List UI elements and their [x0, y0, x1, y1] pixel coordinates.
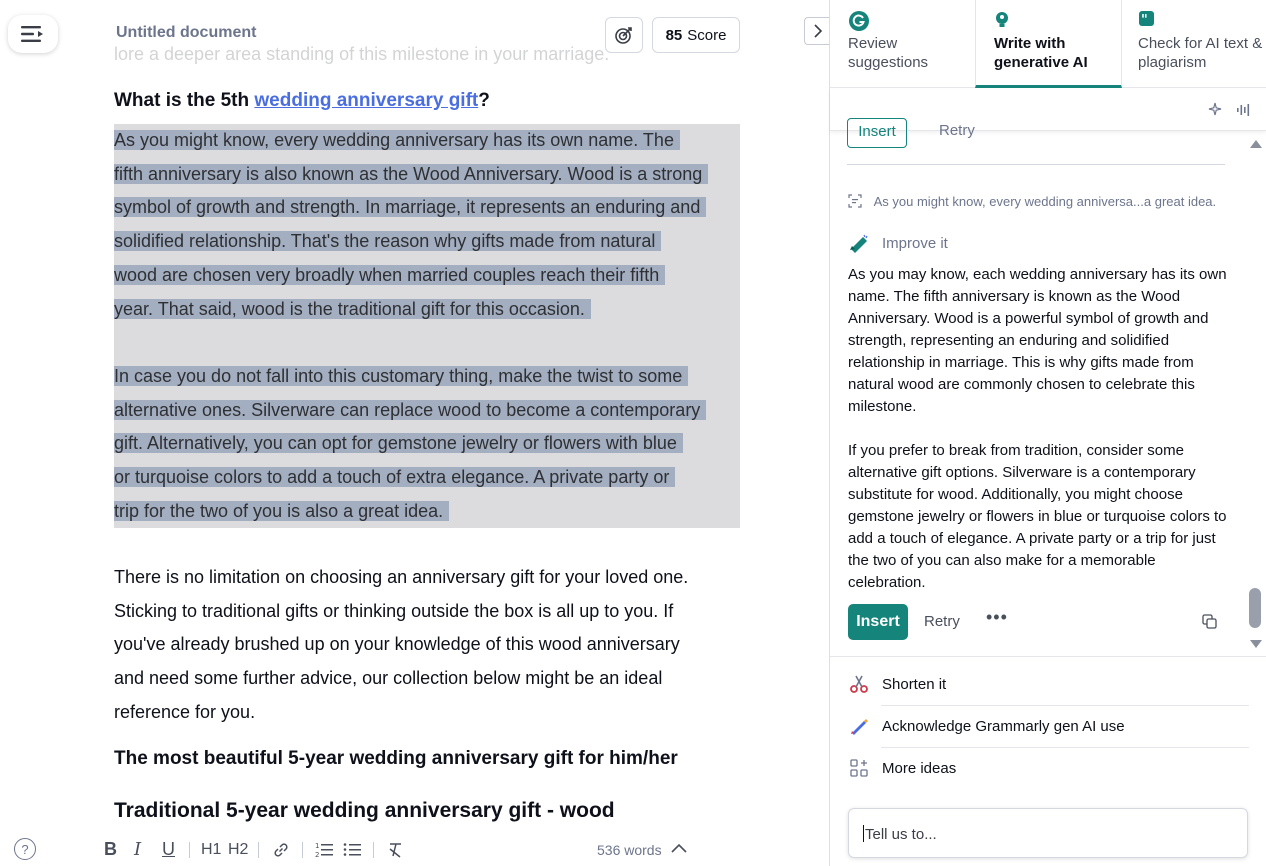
scroll-down-arrow-icon[interactable] [1250, 640, 1262, 648]
text-line: alternative ones. Silverware can replace wood to become a contemporary [114, 399, 701, 420]
tab-write-generative-ai[interactable] [975, 0, 1122, 88]
voice-icon[interactable] [1236, 102, 1252, 118]
prompt-input[interactable] [848, 808, 1248, 858]
text-line: and need some further advice, our collection below might be an ideal [114, 668, 663, 689]
selection-icon [848, 194, 862, 208]
tab-review-suggestions[interactable] [830, 0, 976, 88]
assistant-panel [829, 0, 1265, 866]
anniversary-gift-link[interactable]: wedding anniversary gift [254, 90, 479, 111]
text-line: year. That said, wood is the traditional gift for this occasion. [114, 298, 585, 319]
bulb-icon [994, 10, 1016, 32]
svg-text:": " [1141, 13, 1148, 28]
previous-insert-button[interactable]: Insert [847, 118, 907, 148]
panel-tabs [830, 0, 1266, 88]
toolbar-divider [258, 842, 259, 858]
pencil-icon [848, 234, 870, 252]
text-line: In case you do not fall into this customary thing, make the twist to some [114, 366, 683, 386]
collapse-panel-button[interactable] [804, 17, 830, 45]
chevron-up-icon[interactable] [671, 843, 687, 855]
heading2-button[interactable]: H2 [228, 841, 249, 858]
format-toolbar [0, 830, 830, 866]
grammarly-logo-icon [848, 10, 870, 32]
suggestion-scroll-area[interactable] [830, 122, 1266, 656]
idea-shorten-it[interactable] [848, 663, 1250, 705]
text-line: or turquoise colors to add a touch of extra elegance. A private party or [114, 467, 670, 488]
insert-button[interactable]: Insert [848, 604, 908, 640]
text-line: reference for you. [114, 701, 256, 722]
quote-icon [1138, 10, 1160, 32]
previous-suggestion-actions [847, 118, 1227, 148]
svg-text:1: 1 [315, 842, 320, 850]
text-line: As you might know, every wedding anniversary has its own name. The [114, 130, 674, 150]
heading-traditional-wood: Traditional 5-year wedding anniversary gift - wood [114, 799, 615, 822]
svg-text:2: 2 [315, 851, 320, 859]
toolbar-divider [189, 842, 190, 858]
idea-acknowledge-ai-use[interactable] [848, 705, 1250, 747]
scrollbar-thumb[interactable] [1249, 588, 1261, 628]
idea-label: Shorten it [882, 675, 947, 693]
prompt-placeholder: Tell us to... [865, 826, 937, 843]
paragraph-selected-1[interactable] [114, 124, 744, 326]
menu-icon [21, 25, 45, 43]
tab-label: Write with generative AI [994, 35, 1088, 71]
text-line: symbol of growth and strength. In marriage, it represents an enduring and [114, 197, 701, 218]
text-line: Sticking to traditional gifts or thinking outside the box is all up to you. If [114, 600, 674, 621]
tab-check-ai-plagiarism[interactable] [1120, 0, 1266, 88]
clear-format-icon[interactable] [387, 841, 405, 859]
target-icon [614, 25, 634, 45]
score-button[interactable] [652, 17, 740, 53]
heading-what-is-5th [114, 90, 490, 112]
document-title[interactable]: Untitled document [116, 24, 257, 41]
tab-label: Review suggestions [848, 35, 929, 71]
heading-most-beautiful: The most beautiful 5-year wedding anniversary gift for him/her [114, 748, 678, 769]
paragraph-3[interactable] [114, 561, 744, 730]
result-paragraph: As you may know, each wedding anniversary has its own name. The fifth anniversary is known as the Wood Anniversary. Wood is a powerful symbol of growth and strength, representing an enduring and solidified relationship in marriage. This is why gifts made from natural wood are commonly chosen to celebrate this milestone. [848, 266, 1227, 415]
heading-text: What is the 5th [114, 90, 255, 111]
copy-icon[interactable] [1202, 614, 1218, 630]
tab-label: Check for AI text & plagiarism [1138, 35, 1263, 71]
text-line: you've already brushed up on your knowledge of this wood anniversary [114, 634, 680, 655]
bold-button[interactable]: B [104, 839, 117, 859]
word-count[interactable]: 536 words [597, 842, 662, 858]
toolbar-divider [373, 842, 374, 858]
more-options-button[interactable]: ••• [986, 607, 1008, 627]
idea-label: More ideas [882, 759, 957, 777]
goals-button[interactable] [605, 17, 643, 53]
sparkle-icon[interactable] [1208, 102, 1224, 118]
text-line: fifth anniversary is also known as the Wood Anniversary. Wood is a strong [114, 163, 703, 184]
chevron-right-icon [813, 24, 823, 38]
improve-label: Improve it [882, 234, 948, 252]
grid-icon [850, 759, 868, 777]
text-line: wood are chosen very broadly when married couples reach their fifth [114, 264, 660, 285]
suggestion-actions [848, 604, 1228, 640]
panel-scrollbar[interactable] [1245, 132, 1265, 656]
idea-more-ideas[interactable] [848, 747, 1250, 789]
scroll-up-arrow-icon[interactable] [1250, 140, 1262, 148]
heading1-button[interactable]: H1 [201, 841, 222, 858]
idea-label: Acknowledge Grammarly gen AI use [882, 717, 1125, 735]
idea-suggestions [830, 656, 1266, 866]
help-button[interactable]: ? [14, 838, 36, 860]
numbered-list-icon[interactable] [315, 841, 333, 859]
generated-text [848, 264, 1228, 594]
heading-text-end: ? [478, 90, 490, 111]
quoted-text: As you might know, every wedding anniversa...a great idea. [873, 194, 1217, 209]
clipped-text-line: lore a deeper area standing of this milestone in your marriage. [114, 44, 610, 64]
divider [847, 164, 1225, 165]
pen-icon [849, 716, 869, 736]
retry-button[interactable]: Retry [924, 613, 960, 630]
underline-button[interactable]: U [162, 839, 175, 859]
toolbar-divider [302, 842, 303, 858]
paragraph-selected-2[interactable] [114, 360, 744, 529]
text-line: There is no limitation on choosing an anniversary gift for your loved one. [114, 567, 689, 587]
text-caret [863, 825, 864, 842]
improve-it-prompt [848, 234, 948, 252]
text-line: gift. Alternatively, you can opt for gemstone jewelry or flowers with blue [114, 433, 677, 454]
previous-retry-button[interactable]: Retry [939, 122, 975, 139]
result-paragraph: If you prefer to break from tradition, consider some alternative gift options. Silverware is a contemporary substitute for wood. Additionally, you might choose gemstone jewelry or flowers in blue or turquoise colors to add a touch of elegance. A private party or a trip for just the two of you can also make for a memorable celebration. [848, 442, 1227, 591]
score-label: Score [687, 26, 727, 44]
score-value: 85 [665, 26, 683, 44]
quoted-selection [848, 194, 1216, 209]
text-line: trip for the two of you is also a great idea. [114, 500, 444, 521]
italic-button[interactable]: I [134, 839, 142, 860]
link-icon[interactable] [272, 841, 290, 859]
menu-button[interactable] [8, 15, 58, 53]
bullet-list-icon[interactable] [343, 841, 361, 859]
scissors-icon [849, 674, 869, 694]
text-line: solidified relationship. That's the reason why gifts made from natural [114, 231, 656, 252]
